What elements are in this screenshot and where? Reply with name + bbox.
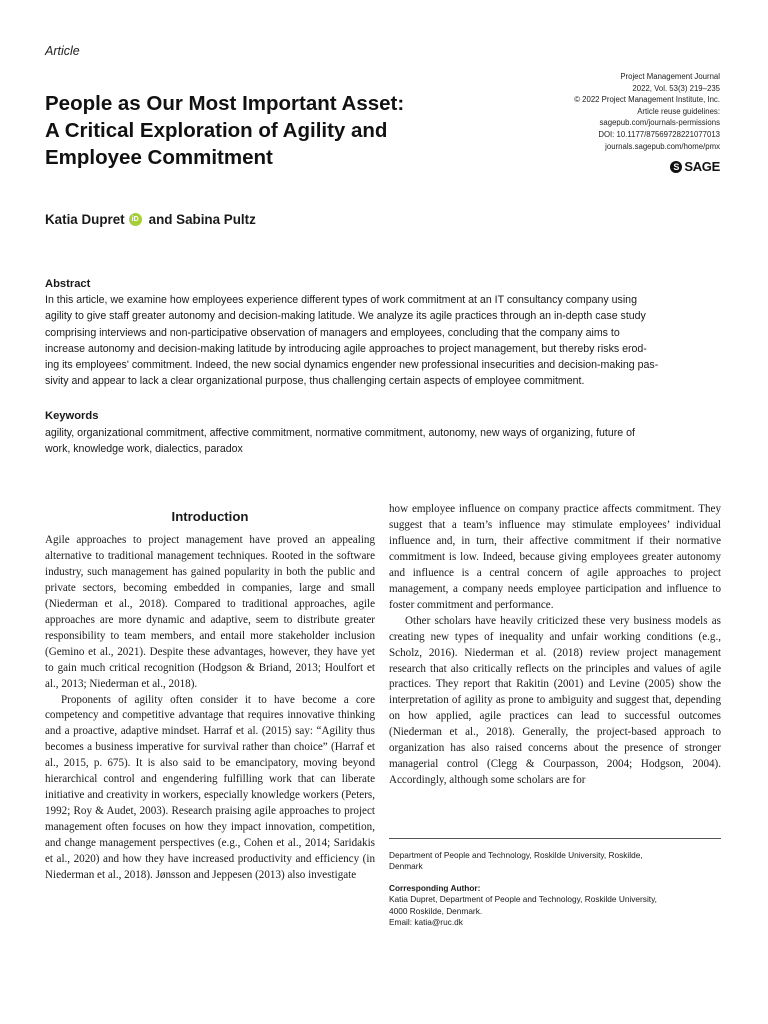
keywords-line: work, knowledge work, dialectics, paradox (45, 443, 243, 456)
abstract-line: increase autonomy and decision-making latitude by introducing agile approaches to project management, but thereby risks erod- (45, 342, 647, 355)
abstract-line: agility to give staff greater autonomy and decision-making latitude. We analyze its agile practices through an in-depth case study (45, 310, 646, 323)
journal-name: Project Management Journal (620, 72, 720, 81)
body-column-right (389, 502, 721, 789)
keywords-line: agility, organizational commitment, affective commitment, normative commitment, autonomy, new ways of organizing, future of (45, 427, 635, 439)
abstract-line: In this article, we examine how employees experience different types of work commitment at an IT consultancy company using (45, 294, 637, 306)
body-paragraph: Other scholars have heavily criticized these very business models as creating new types of inequality and unfair working conditions (e.g., Scholz, 2016). Niederman et al. (2018) review project management research that also critically reflects on the principles and values of agile practices. They report that Rakitin (2001) and Levine (2005) show the interpretation of agility as prone to ambiguity and suggest that, depending on how applied, agile practices can lead to successful outcomes (Niederman et al., 2018). Generally, the project-based approach to organization has also raised concerns about the presence of stronger managerial control (Clegg & Courpasson, 2004; Hodgson, 2004). Accordingly, although some scholars are for (389, 614, 721, 787)
footnotes (389, 850, 729, 928)
reuse-guidelines-link[interactable]: sagepub.com/journals-permissions (599, 118, 720, 128)
article-title (45, 90, 515, 171)
title-line: People as Our Most Important Asset: (45, 92, 405, 115)
sage-logo-text: SAGE (684, 159, 720, 174)
title-line: Employee Commitment (45, 146, 273, 169)
corresponding-author-line: 4000 Roskilde, Denmark. (389, 905, 483, 916)
body-column-left (45, 533, 375, 884)
journal-home-link[interactable]: journals.sagepub.com/home/pmx (605, 141, 720, 151)
affiliation-line: Denmark (389, 861, 423, 872)
journal-volume: 2022, Vol. 53(3) 219–235 (632, 83, 720, 93)
journal-metadata (480, 71, 720, 152)
body-paragraph: Proponents of agility often consider it to have become a core competency and competitive advantage that requires innovative thinking and a proactive, adaptive mindset. Harraf et al. (2015) say: “Agility thus becomes a business imperative for survival rather than choice” (Harraf et al., 2015, p. 675). It is also said to be emancipatory, moving beyond hierarchical control and engendering fulfilling work that can liberate initiative and creativity in workers, especially knowledge workers (Peters, 1992; Roy & Audet, 2003). Research praising agile approaches to project management often focuses on how they impact innovation, competition, and change management perspectives (e.g., Cohen et al., 2014; Saridakis et al., 2020) and how they have increased productivity and efficiency (in Niederman et al., 2018). Jønsson and Jeppesen (2013) also investigate (45, 693, 375, 882)
doi-link[interactable]: DOI: 10.1177/87569728221077013 (598, 129, 720, 139)
author-name: and Sabina Pultz (148, 212, 256, 227)
article-type-label: Article (45, 44, 80, 58)
footnote-divider (389, 838, 721, 839)
affiliation-line: Department of People and Technology, Roskilde University, Roskilde, (389, 850, 643, 860)
corresponding-author-heading: Corresponding Author: (389, 882, 481, 893)
keywords-heading: Keywords (45, 410, 99, 422)
abstract-body (45, 292, 723, 390)
abstract-line: ing its employees' commitment. Indeed, the new social dynamics engender new professional insecurities and decision-making pas- (45, 359, 659, 372)
sage-logo-mark: S (670, 161, 682, 173)
copyright-line: © 2022 Project Management Institute, Inc. (574, 95, 720, 105)
reuse-guidelines-label: Article reuse guidelines: (637, 106, 720, 116)
body-paragraph: Agile approaches to project management have proved an appealing alternative to traditional management techniques. Rooted in the software industry, such management has gained popularity in both the public and private sectors, becoming embedded in companies, large and small (Niederman et al., 2018). Compared to traditional approaches, agile approaches are more dynamic and adaptive, seem to distribute greater responsibility to team members, and entail more stakeholder inclusion (Gemino et al., 2021). Despite these advantages, however, they have yet to gain much critical recognition (Hodgson & Briand, 2013; Houlfort et al., 2013; Niederman et al., 2018). (45, 534, 375, 690)
corresponding-author-line: Katia Dupret, Department of People and Technology, Roskilde University, (389, 894, 657, 905)
abstract-line: comprising interviews and non-participative observation of managers and employees, concluding that the company aims to (45, 326, 620, 339)
author-name: Katia Dupret (45, 212, 125, 227)
body-paragraph: how employee influence on company practice affects commitment. They suggest that a team’s influence may stimulate employees’ individual influence and, in turn, their affective commitment if their normative commitment is low. Indeed, because giving employees greater autonomy and influence is a central concern of agile approaches to project management, a company needs employee participation and influence to foster commitment and performance. (389, 503, 721, 611)
title-line: A Critical Exploration of Agility and (45, 119, 388, 142)
orcid-icon[interactable]: iD (129, 213, 142, 226)
abstract-line: sivity and appear to lack a clear organizational purpose, thus challenging certain aspects of employee commitment. (45, 375, 585, 388)
sage-logo (670, 159, 720, 174)
author-list (45, 212, 256, 227)
introduction-heading: Introduction (171, 509, 249, 524)
abstract-heading: Abstract (45, 278, 91, 290)
keywords-body (45, 425, 723, 458)
author-email-link[interactable]: Email: katia@ruc.dk (389, 917, 463, 928)
